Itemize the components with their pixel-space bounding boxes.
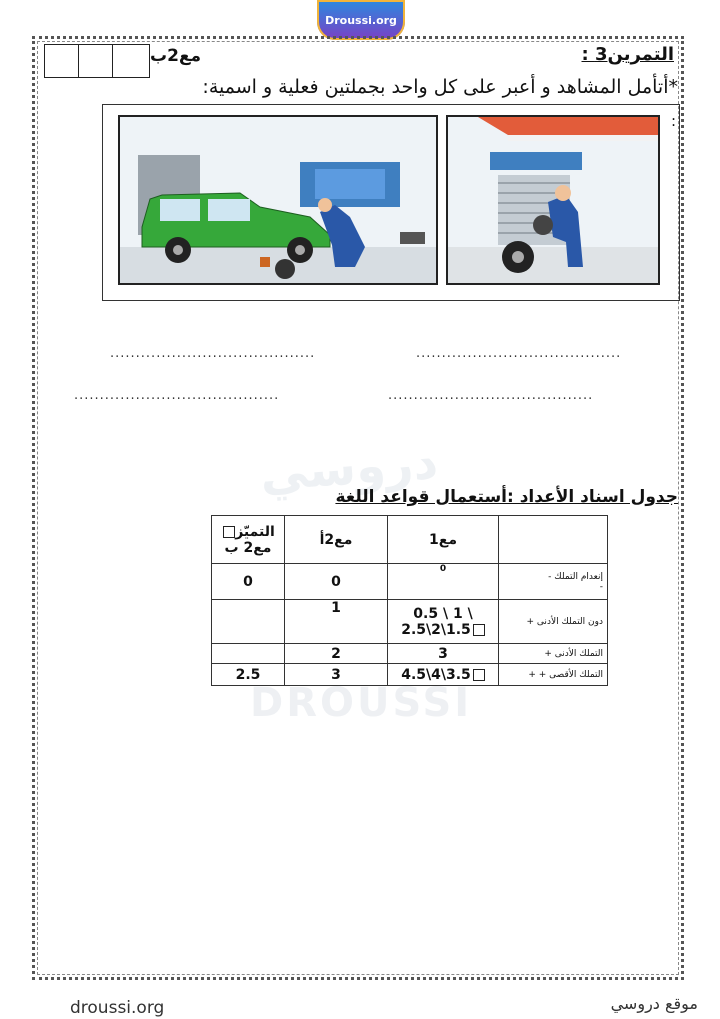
watermark-arabic: دروسي [258, 433, 440, 503]
car-repair-image [118, 115, 438, 285]
header-criterion [499, 516, 608, 564]
exercise-title: التمرين3 : [581, 44, 674, 65]
footer-url[interactable]: droussi.org [70, 998, 165, 1018]
criterion-cell: إنعدام التملك - - [499, 564, 608, 600]
footer-site-name: موقع دروسي [610, 994, 698, 1013]
cell [212, 600, 285, 644]
shop-image [446, 115, 660, 285]
answer-line-3[interactable]: ........................................ [74, 388, 280, 403]
cell: 0 [388, 564, 499, 600]
cell: 0 [212, 564, 285, 600]
header-c1: مع1 [388, 516, 499, 564]
instruction: *أتأمل المشاهد و أعبر على كل واحد بجملتين فعلية و اسمية: [202, 76, 678, 98]
logo-text: Droussi.org [325, 13, 397, 27]
criterion-cell: التملك الأدنى + [499, 644, 608, 664]
header-distinction: التميّز مع2 ب [212, 516, 285, 564]
grade-box [44, 44, 150, 78]
section-title: جدول اسناد الأعداد :أستعمال قواعد اللغة [335, 487, 678, 507]
answer-line-4[interactable]: ........................................ [388, 388, 594, 403]
cell: 2.5 [212, 664, 285, 686]
cell: 3 [388, 644, 499, 664]
table-row [212, 664, 608, 686]
cell: 1 [285, 600, 388, 644]
cell: 0.5 \ 1 \ 2.5\2\1.5 [388, 600, 499, 644]
table-row [212, 644, 608, 664]
cell: 2 [285, 644, 388, 664]
header-c2a: مع2أ [285, 516, 388, 564]
droussi-logo [317, 0, 405, 40]
grading-table [211, 515, 608, 686]
cell: 4.5\4\3.5 [388, 664, 499, 686]
criterion-cell: دون التملك الأدنى + [499, 600, 608, 644]
criterion-cell: التملك الأقصى + + [499, 664, 608, 686]
table-row [212, 600, 608, 644]
watermark-latin: DROUSSI [250, 680, 473, 726]
answer-line-2[interactable]: ........................................ [416, 346, 622, 361]
answer-line-1[interactable]: ........................................ [110, 346, 316, 361]
level-label: مع2ب [150, 46, 202, 66]
table-row [212, 564, 608, 600]
cell: 3 [285, 664, 388, 686]
cell: 0 [285, 564, 388, 600]
cell [212, 644, 285, 664]
colon: : [671, 112, 677, 130]
